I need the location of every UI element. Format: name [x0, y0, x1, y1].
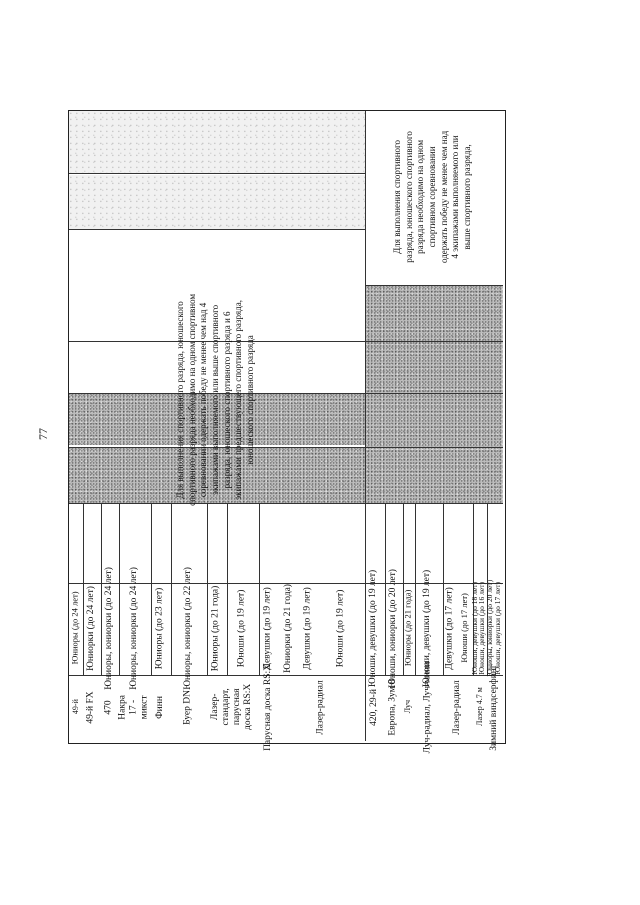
age-group-label: Юноши, девушки (до 16 лет)	[477, 581, 487, 675]
boat-class-label: Лазер 4.7 м	[474, 687, 484, 727]
age-group-label: Юноши, девушки (до 17 лет)	[492, 581, 502, 675]
age-group-cell	[68, 582, 82, 674]
boat-class-label: Накра 17 - микст	[117, 694, 150, 720]
boat-class-cell	[68, 674, 82, 740]
age-group-cell	[414, 569, 442, 687]
age-group-label: Юниоры, юниорки (до 24 лет)	[103, 566, 114, 690]
age-group-label: Юноши (до 19 лет)	[335, 589, 346, 667]
age-group-label: Юноши, девушки (до 19 лет)	[368, 569, 379, 687]
boat-class-label: 49-й	[70, 699, 80, 715]
age-group-label: Юноши, юниорки (до 20 лет)	[387, 568, 398, 688]
age-group-cell	[298, 582, 318, 674]
boat-class-cell	[258, 663, 278, 751]
age-group-label: Юниоры, юниорки (до 22 лет)	[182, 566, 193, 690]
boat-class-cell	[278, 674, 364, 740]
age-group-cell	[384, 568, 402, 688]
age-group-cell	[150, 582, 170, 674]
age-group-cell	[364, 569, 384, 687]
age-group-label: Юниоры (до 24 лет)	[69, 591, 80, 665]
boat-class-label: Луч	[403, 700, 413, 714]
boat-class-cell	[82, 674, 100, 740]
age-group-cell	[258, 582, 278, 674]
note-upper-cell	[68, 293, 364, 507]
boat-class-label: Финн	[154, 695, 165, 719]
note-lower-cell	[364, 110, 502, 284]
boat-class-label: Парусная доска RS:X	[262, 663, 273, 751]
age-group-cell	[318, 582, 364, 674]
age-group-label: Юниоры (до 23 лет)	[154, 587, 165, 669]
age-group-cell	[494, 582, 502, 674]
age-group-cell	[170, 566, 206, 690]
boat-class-label: Зимний виндсерфинг	[488, 663, 499, 751]
age-group-label: Юноши (до 19 лет)	[236, 589, 247, 667]
boat-class-cell	[442, 674, 472, 740]
shaded-cell	[365, 285, 503, 503]
age-group-label: Юноши, девушки (до 18 лет)	[470, 581, 480, 675]
age-group-cell	[118, 566, 150, 690]
age-group-cell	[82, 582, 100, 674]
age-group-label: Юниоры, юниорки (до 24 лет)	[128, 566, 139, 690]
age-group-cell	[226, 582, 258, 674]
light-cell	[69, 111, 365, 173]
boat-class-label: Лазер-радиал	[315, 679, 326, 735]
age-group-label: Юниоры (до 21 года)	[402, 589, 413, 667]
boat-class-cell	[150, 674, 170, 740]
boat-class-label: Буер DN	[182, 689, 193, 725]
boat-class-cell	[206, 674, 258, 740]
age-group-label: Юниоры (до 21 года)	[210, 585, 221, 671]
age-group-cell	[402, 582, 414, 674]
age-group-label: Юноши (до 17 лет)	[459, 593, 470, 663]
boat-class-label: Луч-радиал, Луч-мини	[422, 661, 433, 753]
age-group-cell	[100, 566, 118, 690]
light-cell	[69, 175, 365, 229]
age-group-label: Девушки (до 19 лет)	[302, 586, 313, 670]
age-group-cell	[278, 582, 298, 674]
boat-class-cell	[402, 674, 414, 740]
boat-class-label: 420, 29-й	[368, 688, 379, 726]
page-number: 77	[36, 428, 50, 440]
age-group-cell	[206, 582, 226, 674]
age-group-label: Юниорки (до 21 года)	[282, 583, 293, 673]
boat-class-label: Европа, Зум 8	[387, 678, 398, 736]
boat-class-label: Лазер-радиал	[451, 679, 462, 735]
boat-class-label: Лазер-стандарт, парусная доска RS:X	[210, 683, 253, 731]
boat-class-cell	[472, 674, 486, 740]
age-group-label: Юноши, девушки (до 19 лет)	[422, 569, 433, 687]
boat-class-label: 470	[103, 699, 114, 715]
age-group-cell	[442, 582, 458, 674]
note-upper: Для выполнения спортивного разряда, юношеского спортивного разряда необходимо на одном спортивном соревновании одержать победу не менее чем над 4 экипажами выполняемого или выше спортивного разряда, юношеского спортивного разряда и 6 экипажами предшествующего спортивного разряда, юношеского спортивного разряда	[175, 293, 256, 507]
age-group-label: Юниорки (до 24 лет)	[85, 585, 96, 671]
age-group-label: Девушки (до 19 лет)	[262, 586, 273, 670]
boat-class-label: 49-й FX	[85, 690, 96, 724]
age-group-label: Юниоры, юниорки (до 20 лет)	[484, 579, 494, 677]
boat-class-cell	[486, 663, 502, 751]
age-group-label: Девушки (до 17 лет)	[444, 586, 455, 670]
note-lower: Для выполнения спортивного разряда, юношеского спортивного разряда необходимо на одном спортивном соревновании одержать победу не менее чем над 4 экипажами выполняемого или выше спортивного разряда,	[392, 130, 473, 264]
